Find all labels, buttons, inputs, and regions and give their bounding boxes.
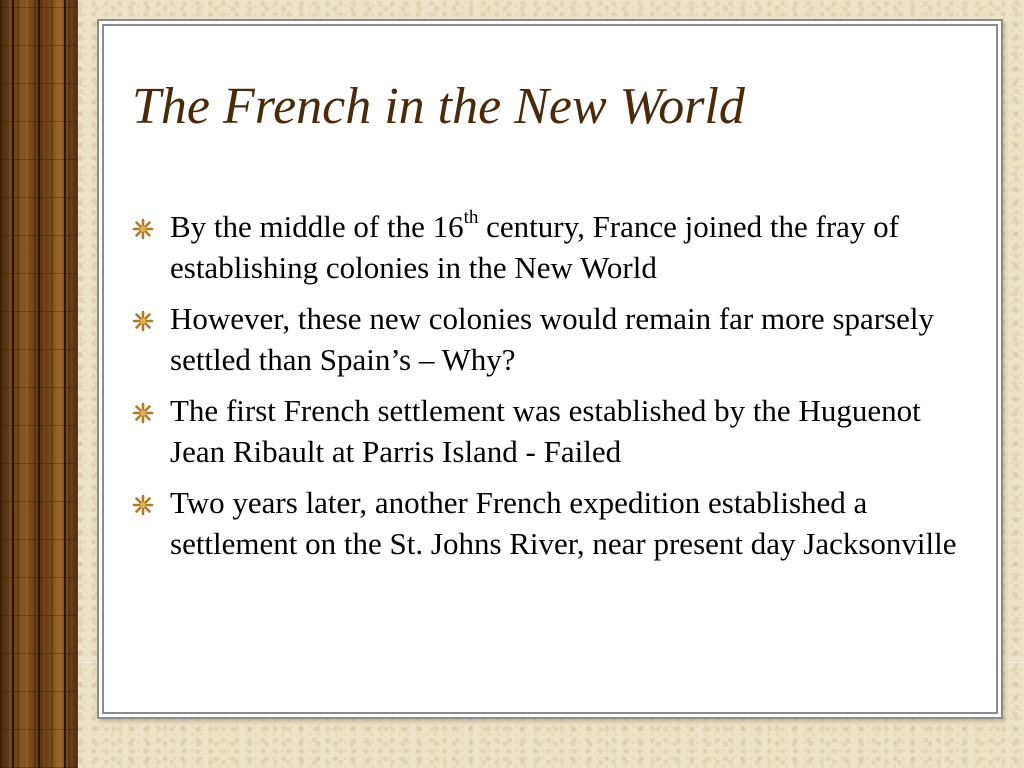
bullet-item [132,482,982,564]
bullet-text: However, these new colonies would remain far more sparsely settled than Spain’s – Why? [170,301,935,377]
slide-title: The French in the New World [132,78,745,135]
bullet-text: The first French settlement was established by the Huguenot Jean Ribault at Parris Island - Failed [170,393,921,469]
wood-divider-line [12,0,14,768]
asterisk-star-icon [132,494,154,516]
bullet-text: By the middle of the 16th century, France joined the fray of establishing colonies in the New World [170,207,899,285]
slide-content-panel [102,24,998,714]
bullet-item [132,206,982,288]
asterisk-star-icon [132,402,154,424]
decorative-wood-strip [0,0,78,768]
wood-divider-line [38,0,40,768]
asterisk-star-icon [132,310,154,332]
bullet-text: Two years later, another French expedition established a settlement on the St. Johns River, near present day Jacksonville [170,485,957,561]
bullet-list [132,206,982,574]
bullet-item [132,390,982,472]
asterisk-star-icon [132,218,154,240]
wood-divider-line [64,0,66,768]
bullet-item [132,298,982,380]
superscript: th [463,207,479,228]
